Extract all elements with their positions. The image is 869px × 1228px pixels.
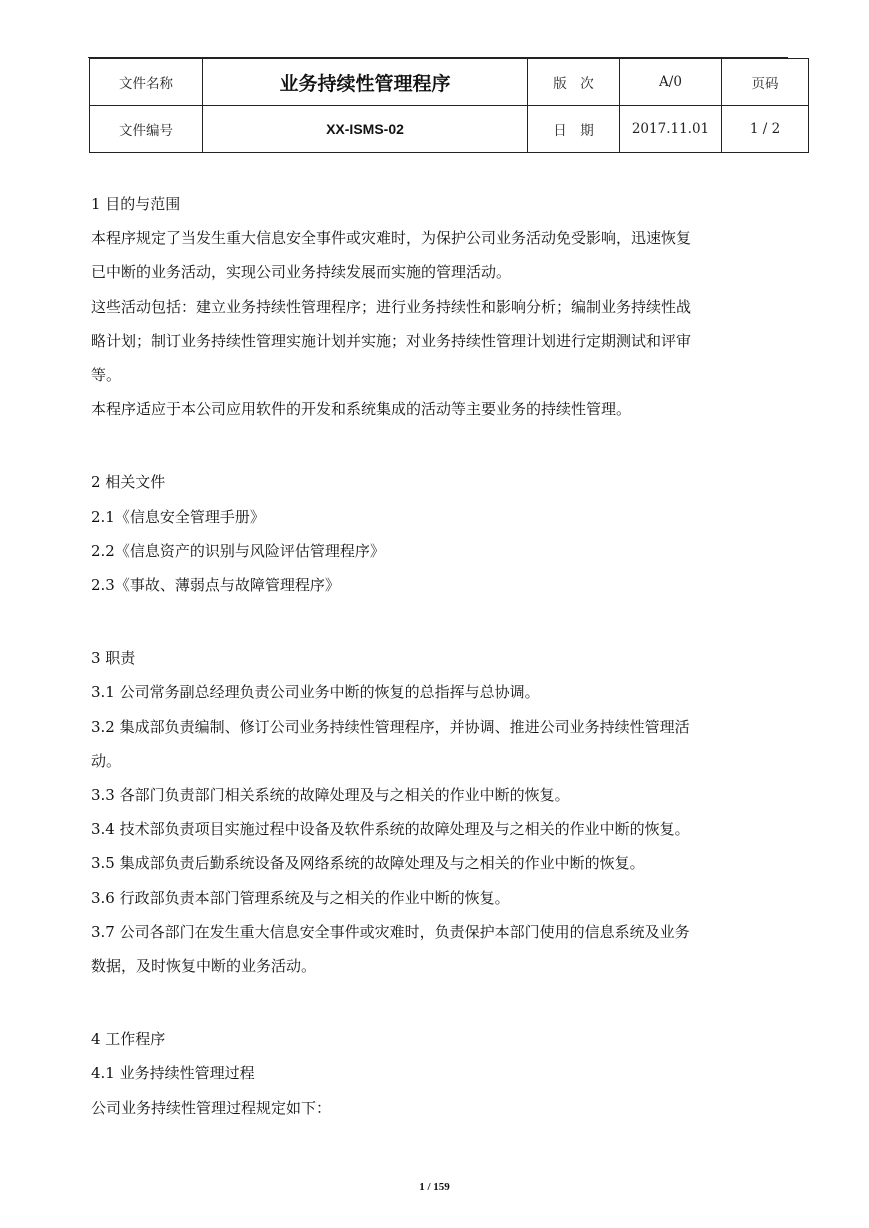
doc-name-label: 文件名称 (90, 59, 203, 106)
document-body (91, 187, 791, 1125)
date-label: 日 期 (528, 106, 620, 153)
responsibility-item: 3.4 技术部负责项目实施过程中设备及软件系统的故障处理及与之相关的作业中断的恢复。 (91, 820, 690, 839)
paragraph-line: 本程序规定了当发生重大信息安全事件或灾难时，为保护公司业务活动免受影响，迅速恢复 (91, 229, 692, 248)
paragraph-line: 公司业务持续性管理过程规定如下： (91, 1098, 332, 1117)
date-value: 2017.11.01 (620, 106, 722, 153)
page-value: 1 / 2 (722, 106, 809, 153)
subsection-heading: 4.1 业务持续性管理过程 (91, 1064, 255, 1083)
section-heading: 2 相关文件 (91, 473, 166, 492)
page-footer-number: 1 / 159 (419, 1181, 450, 1193)
responsibility-item: 3.7 公司各部门在发生重大信息安全事件或灾难时，负责保护本部门使用的信息系统及业务 (91, 922, 690, 941)
responsibility-item: 3.1 公司常务副总经理负责公司业务中断的恢复的总指挥与总协调。 (91, 683, 540, 702)
doc-number-label: 文件编号 (90, 106, 203, 153)
paragraph-line: 等。 (91, 366, 122, 385)
responsibility-item: 3.3 各部门负责部门相关系统的故障处理及与之相关的作业中断的恢复。 (91, 786, 570, 805)
section-heading: 4 工作程序 (91, 1030, 166, 1049)
responsibility-item: 数据，及时恢复中断的业务活动。 (91, 957, 317, 976)
version-value: A/0 (620, 59, 722, 106)
doc-number: XX-ISMS-02 (203, 106, 528, 153)
doc-title: 业务持续性管理程序 (203, 59, 528, 106)
document-header-table (89, 58, 809, 153)
reference-item: 2.2《信息资产的识别与风险评估管理程序》 (91, 541, 385, 560)
section-heading: 1 目的与范围 (91, 195, 181, 213)
page-label: 页码 (722, 59, 809, 106)
responsibility-item: 3.6 行政部负责本部门管理系统及与之相关的作业中断的恢复。 (91, 888, 510, 907)
version-label: 版 次 (528, 59, 620, 106)
responsibility-item: 动。 (91, 751, 122, 770)
reference-item: 2.3《事故、薄弱点与故障管理程序》 (91, 576, 340, 595)
paragraph-line: 已中断的业务活动，实现公司业务持续发展而实施的管理活动。 (91, 263, 512, 282)
paragraph-line: 略计划；制订业务持续性管理实施计划并实施；对业务持续性管理计划进行定期测试和评审 (91, 331, 692, 350)
paragraph-line: 本程序适应于本公司应用软件的开发和系统集成的活动等主要业务的持续性管理。 (91, 400, 632, 419)
responsibility-item: 3.2 集成部负责编制、修订公司业务持续性管理程序，并协调、推进公司业务持续性管理活 (91, 717, 690, 736)
reference-item: 2.1《信息安全管理手册》 (91, 507, 265, 526)
paragraph-line: 这些活动包括：建立业务持续性管理程序；进行业务持续性和影响分析；编制业务持续性战 (91, 297, 692, 316)
section-heading: 3 职责 (91, 649, 136, 668)
responsibility-item: 3.5 集成部负责后勤系统设备及网络系统的故障处理及与之相关的作业中断的恢复。 (91, 854, 645, 873)
